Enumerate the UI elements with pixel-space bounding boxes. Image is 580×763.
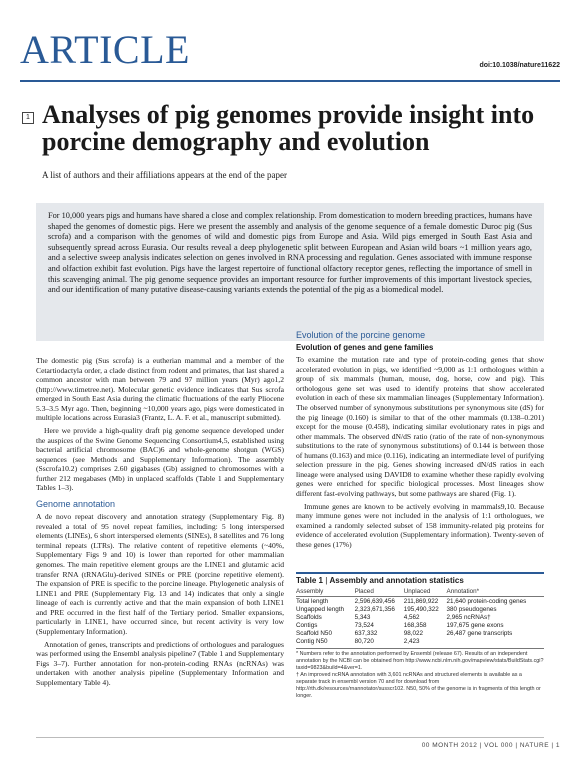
abstract-text: For 10,000 years pigs and humans have shared a close and complex relationship. From domestication to modern breeding practices, humans have shaped the genomes of domestic pigs. Here we present the assembly and analysis of the genome sequence of a female domestic Duroc pig (Sus scrofa) and a comparison with the genomes of wild and domestic pigs from Europe and Asia. Wild pigs emerged in South East Asia and subsequently spread across Eurasia. Our results reveal a deep phylogenetic split between European and Asian wild boars ~1 million years ago, and a selective sweep analysis indicates selection on genes involved in RNA processing and regulation. Genes associated with immune response and olfaction exhibit fast evolution. Pigs have the largest repertoire of functional olfactory receptor genes, reflecting the importance of smell in this scavenging animal. The pig genome sequence provides an important resource for further improvements of this important livestock species, and our identification of many putative disease-causing variants extends the potential of the pig as a biomedical model.	[48, 211, 532, 295]
table-row	[296, 597, 544, 606]
table-cell: Scaffolds	[296, 613, 322, 621]
table-cell: 2,965 ncRNAs†	[446, 613, 491, 621]
table-cell: 197,675 gene exons	[446, 621, 504, 629]
left-column	[36, 356, 284, 690]
table-cell: 26,487 gene transcripts	[446, 629, 513, 637]
table-header-row	[296, 587, 544, 597]
table-cell: 380 pseudogenes	[446, 605, 497, 613]
subheading-genes: Evolution of genes and gene families	[296, 343, 434, 353]
header-rule	[20, 80, 560, 82]
table-row	[296, 629, 544, 637]
table-caption-number: Table 1	[296, 576, 323, 585]
table-cell: Scaffold N50	[296, 629, 332, 637]
table-1	[296, 572, 544, 700]
annotation-paragraph-1: A de novo repeat discovery and annotation strategy (Supplementary Fig. 8) revealed a total of 95 novel repeat families, including: 5 long interspersed elements (LINEs), 6 short interspersed elements (SINEs), 8 satellites and 76 long terminal repeats (LTRs). The relative content of repetitive elements (~40%, Supplementary Figs 9 and 10) is lower than reported for other mammalian genomes. The main repetitive element groups are the LINE1 and glutamic acid transfer RNA (tRNAGlu)-derived SINEs or PRE (porcine repetitive element). The expansion of PRE is specific to the porcine lineage. Phylogenetic analysis of LINE1 and PRE (Supplementary Fig. 13 and 14) indicates that only a single lineage of each is currently active and that the main expansion of both LINE1 and PRE occurred in the first half of the Tertiary period. Smaller expansions, particularly in LINE1, have occurred since, but recent activity is very low (Supplementary Information).	[36, 512, 284, 636]
table-cell: Contig N50	[296, 637, 328, 645]
section-heading-genome-annotation: Genome annotation	[36, 498, 116, 509]
article-number-box: 1	[22, 112, 34, 124]
paper-title: Analyses of pig genomes provide insight into porcine demography and evolution	[42, 100, 535, 157]
table-row	[296, 605, 544, 613]
table-footnote-2: † An improved ncRNA annotation with 3,601 ncRNAs and structured elements is available as a separate track in ensembl version 70 and for download from http://rth.dk/resources/rnannotator/susscr102. N50, 50% of the genome is in fragments of this length or longer.	[296, 672, 541, 700]
evolution-paragraph-1: To examine the mutation rate and type of protein-coding genes that show accelerated evolution in pigs, we identified ~9,000 as 1:1 orthologues within a group of six mammals (human, mouse, dog, horse, cow and pig). This orthologous gene set was used to identify proteins that show accelerated evolution in each of these six mammalian lineages (Supplementary Information). The observed number of synonymous substitutions per synonymous site (dS) for the pig lineage (0.160) is similar to that of the other mammals (0.138–0.201) except for the mouse (0.458), indicating similar evolutionary rates in pigs and other mammals. The observed dN/dS ratio (ratio of the rate of non-synonymous substitutions to the rate of synonymous substitutions) of 0.144 is between those of humans (0.163) and mice (0.116), indicating an intermediate level of purifying selection pressure in the pig. Genes showing increased dN/dS ratios in each lineage were analysed using DAVID8 to examine whether these rapidly evolving genes were enriched for specific biological processes. Most lineages show different fast-evolving pathways, but some pathways are shared (Fig. 1).	[296, 355, 544, 499]
table-footnotes	[296, 648, 544, 700]
table-footnote-1: * Numbers refer to the annotation performed by Ensembl (release 67). Results of an independent annotation by the NCBI can be obtained from http://www.ncbi.nlm.nih.gov/mapview/stats/BuildStats.cgi?taxid=9823&build=4&ver=1.	[296, 651, 544, 672]
table-header-cell: Unplaced	[404, 587, 447, 597]
table-cell: 637,332	[354, 629, 378, 637]
table-row	[296, 613, 544, 621]
annotation-paragraph-2: Annotation of genes, transcripts and predictions of orthologues and paralogues was performed using the Ensembl analysis pipeline7 (Table 1 and Supplementary Figs 3–7). Further annotation for non-protein-coding RNAs (ncRNAs) was undertaken with another analysis pipeline (Supplementary Information and Supplementary Table 4).	[36, 639, 284, 687]
section-heading-evolution: Evolution of the porcine genome	[296, 330, 426, 340]
table-cell	[447, 637, 545, 645]
right-column	[296, 330, 544, 552]
table-cell: 4,562	[403, 613, 420, 621]
abstract-box	[36, 203, 544, 341]
table-header-cell: Annotation*	[447, 587, 545, 597]
doi-label[interactable]: doi:10.1038/nature11622	[479, 62, 560, 69]
table-cell: Total length	[296, 597, 329, 605]
table-caption: Table 1 | Assembly and annotation statistics	[296, 572, 544, 585]
table-cell: 98,022	[403, 629, 423, 637]
table-header-cell: Assembly	[296, 587, 355, 597]
table-cell: Contigs	[296, 621, 318, 629]
table-header-cell: Placed	[355, 587, 404, 597]
table-cell: 21,640 protein-coding genes	[446, 597, 527, 605]
table-cell: 2,423	[403, 637, 420, 645]
intro-paragraph-2: Here we provide a high-quality draft pig genome sequence developed under the auspices of the Swine Genome Sequencing Consortium4,5, established using bacterial artificial chromosome (BAC)6 and whole-genome shotgun (WGS) sequences (see Methods and Supplementary Information). The assembly (Sscrofa10.2) comprises 2.60 gigabases (Gb) assigned to chromosomes with a further 212 megabases (Mb) in unplaced scaffolds (Table 1 and Supplementary Tables 1–3).	[36, 425, 284, 493]
article-heading: ARTICLE	[20, 27, 190, 72]
authors-note: A list of authors and their affiliations appears at the end of the paper	[42, 170, 288, 180]
table-cell: 80,720	[354, 637, 374, 645]
table-row	[296, 621, 544, 629]
evolution-paragraph-2: Immune genes are known to be actively evolving in mammals9,10. Because many immune genes were not included in the analysis of 1:1 orthologues, we examined a randomly selected subset of 158 immunity-related pig proteins for evidence of accelerated evolution (Supplementary information). Twenty-seven of these genes (17%)	[296, 501, 544, 549]
table-row	[296, 637, 544, 645]
assembly-stats-table	[296, 587, 544, 645]
table-cell: 5,343	[354, 613, 371, 621]
table-cell: 195,490,322	[403, 605, 439, 613]
page-footer: 00 MONTH 2012 | VOL 000 | NATURE | 1	[421, 742, 560, 749]
table-cell: 211,869,922	[403, 597, 439, 605]
table-cell: 2,323,671,356	[354, 605, 395, 613]
footer-rule	[36, 737, 544, 738]
table-cell: 73,524	[354, 621, 374, 629]
table-caption-text: Assembly and annotation statistics	[329, 576, 464, 585]
table-cell: 2,596,639,456	[354, 597, 395, 605]
intro-paragraph-1: The domestic pig (Sus scrofa) is a eutherian mammal and a member of the Cetartiodactyla order, a clade distinct from rodent and primates, that last shared a common ancestor with man between 79 and 97 million years (Myr) ago1,2 (http://www.timetree.net). Molecular genetic evidence indicates that Sus scrofa emerged in South East Asia during the climatic fluctuations of the early Pliocene 5.3–3.5 Myr ago. Then, beginning ~10,000 years ago, pigs were domesticated in multiple locations across Eurasia3 (Frantz, L. A. F. et al., manuscript submitted).	[36, 356, 284, 423]
table-cell: Ungapped length	[296, 605, 344, 613]
table-cell: 168,358	[403, 621, 427, 629]
